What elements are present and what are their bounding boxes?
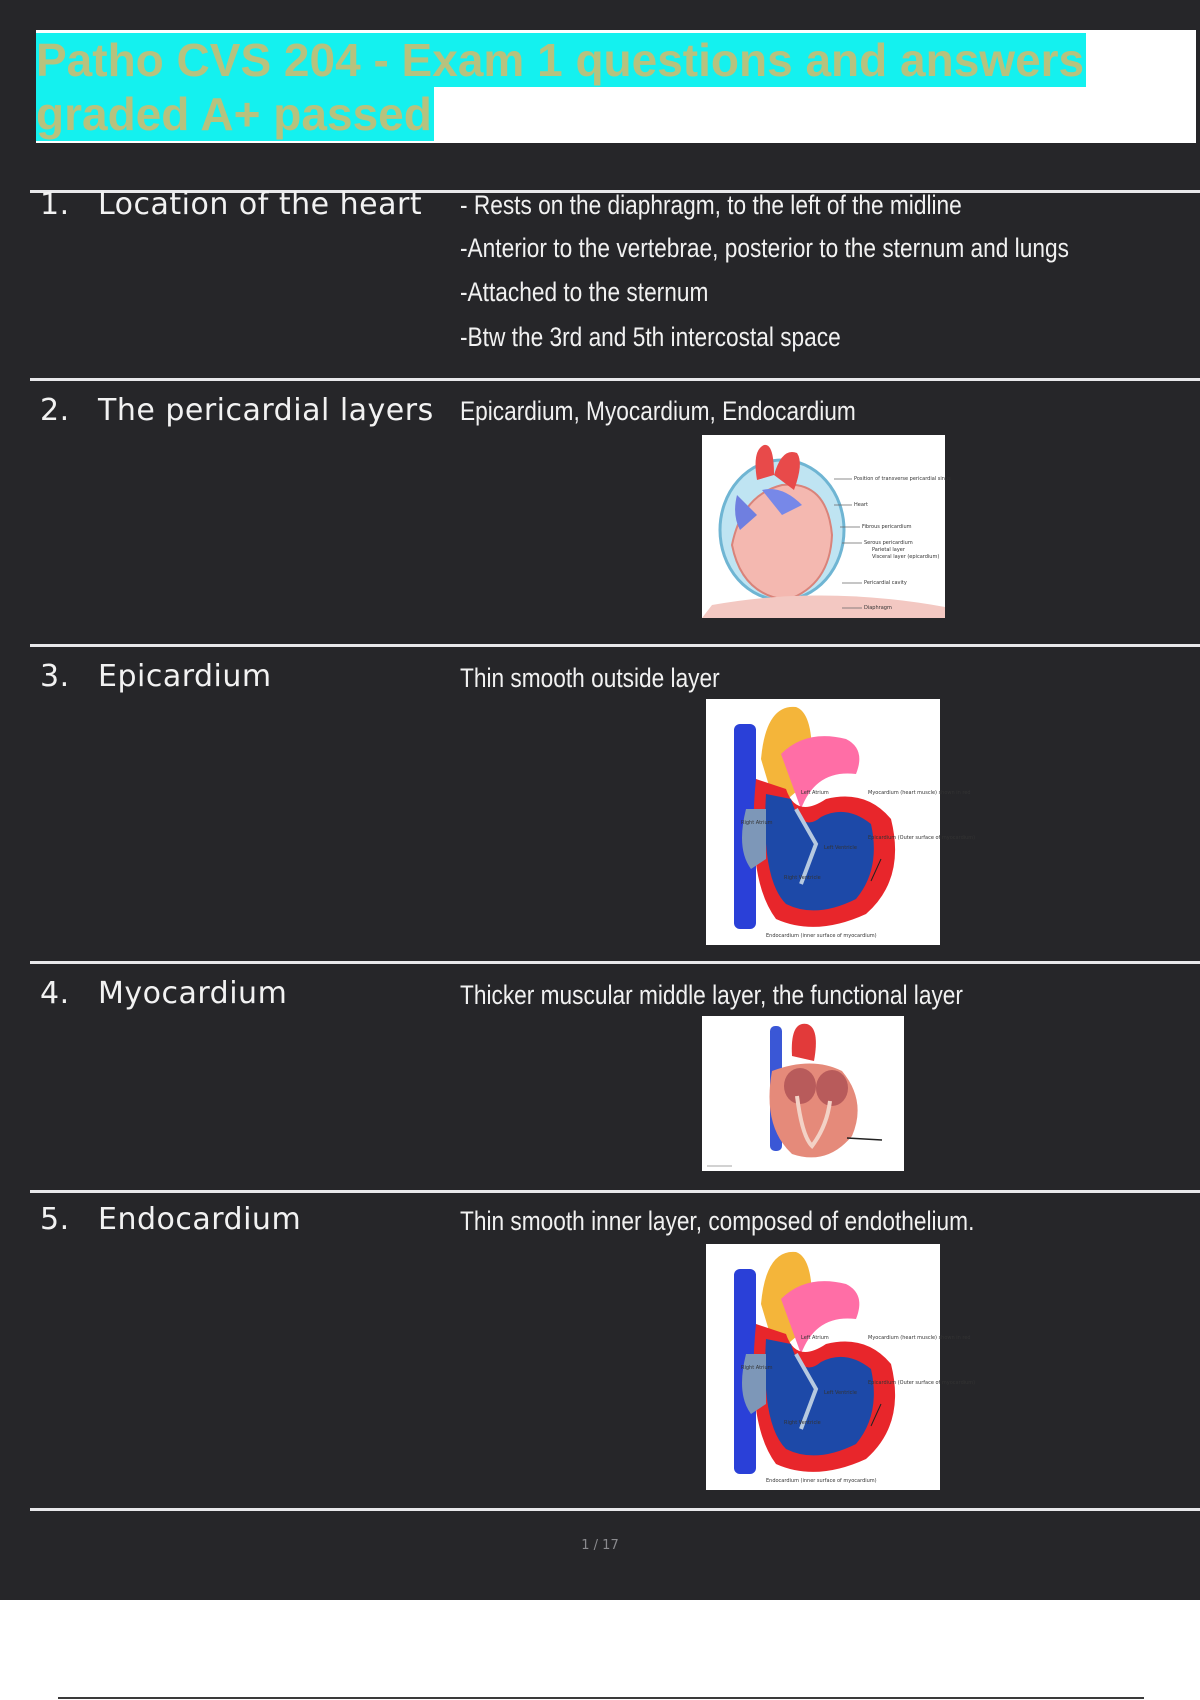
question-number: 5. — [40, 1202, 70, 1237]
figure-label: Visceral layer (epicardium) — [872, 554, 940, 560]
figure-label: Myocardium (heart muscle) shown in red — [868, 790, 971, 796]
figure-label: Left Ventricle — [824, 845, 857, 851]
answer-line: -Attached to the sternum — [460, 277, 709, 307]
answer-line: - Rests on the diaphragm, to the left of the midline — [460, 190, 962, 220]
figure-label: Left Ventricle — [824, 1390, 857, 1396]
answer-line: Thicker muscular middle layer, the functional layer — [460, 980, 963, 1010]
question-term: Myocardium — [98, 976, 288, 1011]
figure-label: Left Atrium — [801, 1335, 829, 1341]
document-title-line-2: graded A+ passed — [36, 88, 432, 140]
pericardium-diagram-svg — [702, 435, 951, 618]
document-title-line-1: Patho CVS 204 - Exam 1 questions and answers — [36, 34, 1085, 86]
question-term: Epicardium — [98, 659, 272, 694]
figure-label: Right Atrium — [741, 820, 773, 826]
question-number: 2. — [40, 393, 70, 428]
heart-cross-section-image — [702, 1016, 904, 1171]
question-number: 3. — [40, 659, 70, 694]
row-divider — [30, 961, 1200, 964]
figure-label: Right Ventricle — [784, 1420, 821, 1426]
heart-layers-diagram-image — [706, 699, 976, 945]
figure-label: Endocardium (inner surface of myocardium) — [766, 1478, 877, 1484]
answer-line: -Anterior to the vertebrae, posterior to the sternum and lungs — [460, 233, 1069, 263]
figure-label: Serous pericardium — [864, 540, 913, 546]
question-term: Endocardium — [98, 1202, 302, 1237]
heart-layers-diagram-svg — [706, 699, 976, 945]
figure-label: Position of transverse pericardial sinus — [854, 476, 951, 482]
figure-label: Diaphragm — [864, 605, 892, 611]
row-divider — [30, 1508, 1200, 1511]
answer-line: Thin smooth inner layer, composed of endothelium. — [460, 1206, 975, 1236]
heart-layers-diagram-image — [706, 1244, 976, 1490]
heart-layers-diagram-svg — [706, 1244, 976, 1490]
figure-label: Epicardium (Outer surface of myocardium) — [868, 1380, 976, 1386]
row-divider — [30, 1190, 1200, 1193]
page-indicator: 1 / 17 — [581, 1538, 619, 1553]
figure-label: Pericardial cavity — [864, 580, 907, 586]
question-term: Location of the heart — [98, 187, 423, 222]
row-divider — [30, 644, 1200, 647]
answer-line: Thin smooth outside layer — [460, 663, 720, 693]
row-divider — [30, 378, 1200, 381]
answer-line: -Btw the 3rd and 5th intercostal space — [460, 322, 841, 352]
heart-cross-section-svg — [702, 1016, 904, 1171]
figure-label: Right Atrium — [741, 1365, 773, 1371]
figure-label: Left Atrium — [801, 790, 829, 796]
question-number: 4. — [40, 976, 70, 1011]
bottom-divider — [58, 1697, 1144, 1699]
figure-label: Right Ventricle — [784, 875, 821, 881]
pericardium-diagram-image — [702, 435, 951, 618]
figure-label: Parietal layer — [872, 547, 905, 553]
figure-label: Endocardium (inner surface of myocardium) — [766, 933, 877, 939]
question-number: 1. — [40, 187, 70, 222]
figure-label: Myocardium (heart muscle) shown in red — [868, 1335, 971, 1341]
figure-label: Fibrous pericardium — [862, 524, 912, 530]
answer-line: Epicardium, Myocardium, Endocardium — [460, 396, 856, 426]
figure-label: Heart — [854, 502, 868, 508]
question-term: The pericardial layers — [98, 393, 434, 428]
figure-label: Epicardium (Outer surface of myocardium) — [868, 835, 976, 841]
